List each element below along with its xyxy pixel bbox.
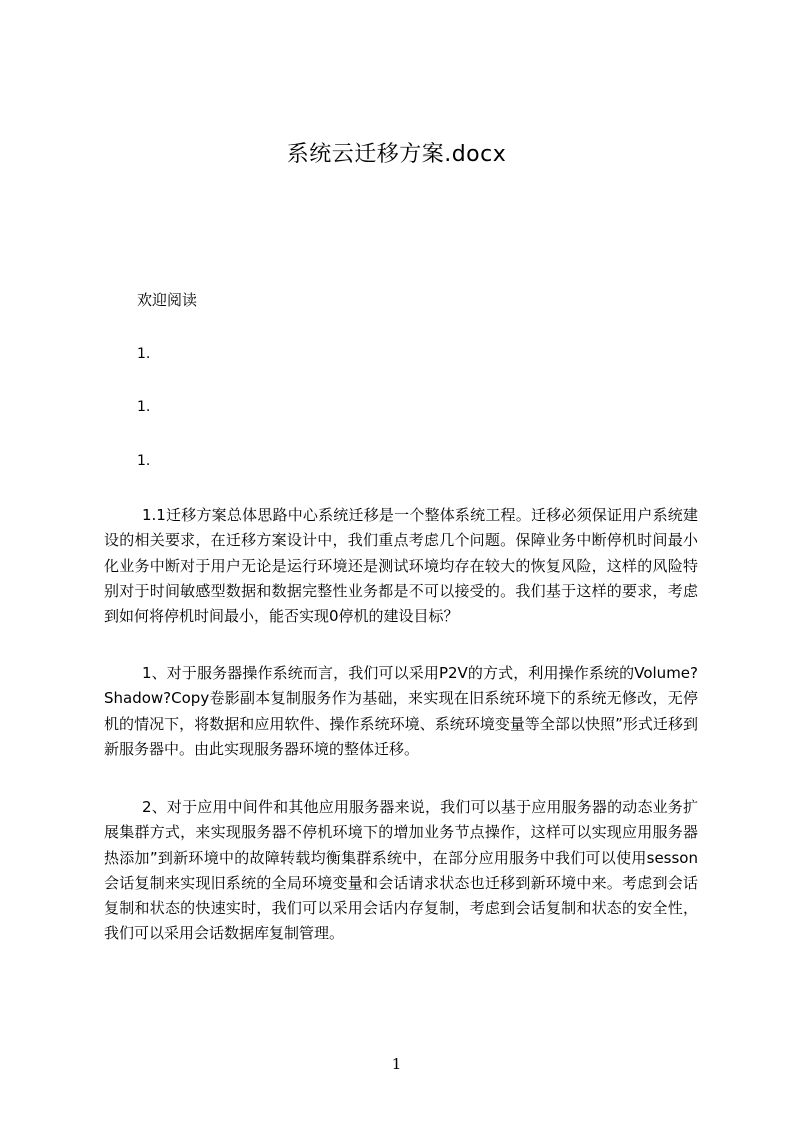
numbered-line: 1. (137, 453, 151, 469)
body-paragraph: 1.1迁移方案总体思路中心系统迁移是一个整体系统工程。迁移必须保证用户系统建设的相关要求，在迁移方案设计中，我们重点考虑几个问题。保障业务中断停机时间最小化业务中断对于用户无论是运行环境还是测试环境均存在较大的恢复风险，这样的风险特别对于时间敏感型数据和数据完整性业务都是不可以接受的。我们基于这样的要求，考虑到如何将停机时间最小，能否实现0停机的建设目标？ (104, 506, 698, 626)
intro-text: 欢迎阅读 (137, 291, 198, 309)
body-paragraph: 1、对于服务器操作系统而言，我们可以采用P2V的方式，利用操作系统的Volume?Shadow?Copy卷影副本复制服务作为基础，来实现在旧系统环境下的系统无修改，无停机的情况下，将数据和应用软件、操作系统环境、系统环境变量等全部以快照”形式迁移到新服务器中。由此实现服务器环境的整体迁移。 (104, 664, 698, 758)
body-paragraph: 2、对于应用中间件和其他应用服务器来说，我们可以基于应用服务器的动态业务扩展集群方式，来实现服务器不停机环境下的增加业务节点操作，这样可以实现应用服务器热添加”到新环境中的故障转载均衡集群系统中，在部分应用服务中我们可以使用sesson会话复制来实现旧系统的全局环境变量和会话请求状态也迁移到新环境中来。考虑到会话复制和状态的快速实时，我们可以采用会话内存复制，考虑到会话复制和状态的安全性，我们可以采用会话数据库复制管理。 (104, 798, 698, 943)
document-title: 系统云迁移方案.docx (286, 142, 507, 167)
numbered-line: 1. (137, 399, 151, 415)
numbered-line: 1. (137, 346, 151, 362)
page-number: 1 (391, 1055, 402, 1073)
